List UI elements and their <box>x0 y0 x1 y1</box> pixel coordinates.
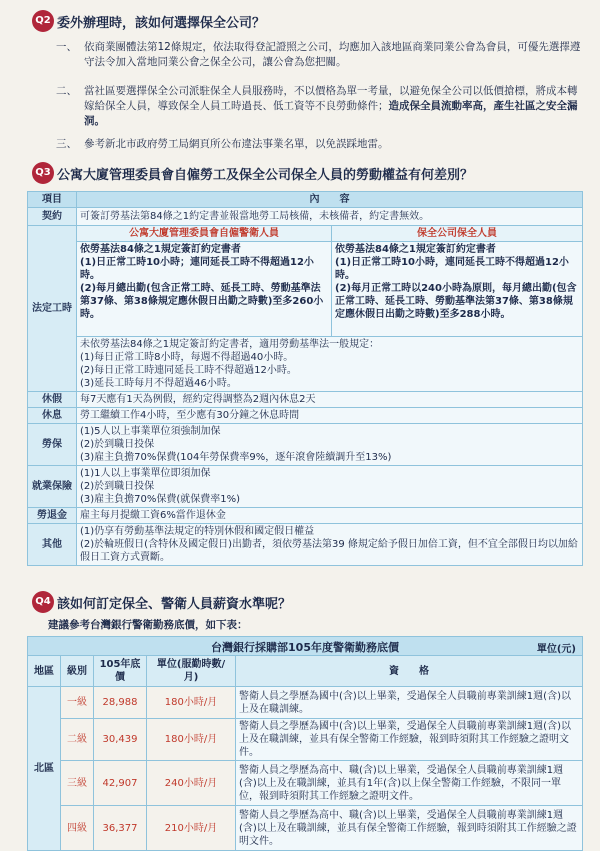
other-cell: (1)仍享有勞動基準法規定的特別休假和國定假日權益 (2)於輪班假日(含特休及國定假日)出勤者，須依勞基法第39 條規定給予假日加倍工資，但不宜全部假日均以加給假日工資方式賣斷。 <box>77 524 583 566</box>
header-level: 級別 <box>61 656 94 687</box>
q3-comparison-table <box>27 191 583 566</box>
rest-label: 休息 <box>28 408 77 424</box>
q3-heading <box>32 162 473 184</box>
table-row <box>28 761 583 806</box>
table-row <box>28 192 583 208</box>
header-price: 105年底價 <box>94 656 147 687</box>
area-north: 北區 <box>28 687 61 851</box>
table-row <box>28 508 583 524</box>
q2-item-3: 三、 參考新北市政府勞工局網頁所公布違法事業名單，以免誤踩地雷。 <box>56 138 389 150</box>
row-hours: 240小時/月 <box>147 761 236 806</box>
table-row <box>28 337 583 392</box>
rest-text: 勞工繼續工作4小時，至少應有30分鐘之休息時間 <box>77 408 583 424</box>
header-item: 項目 <box>28 192 77 208</box>
table-row <box>28 208 583 226</box>
table-row <box>28 242 583 337</box>
q2-badge: Q2 <box>32 10 54 32</box>
row-price: 28,988 <box>94 687 147 719</box>
hours-left-cell: 依勞基法84條之1規定簽訂約定書者 (1)日正常工時10小時；連同延長工時不得超過12小時。 (2)每月總出勤(包含正常工時、延長工時、勞動基準法第37條、第38條規定應休假日出勤之時數)至多260小時。 <box>77 242 332 337</box>
header-area: 地區 <box>28 656 61 687</box>
row-hours: 210小時/月 <box>147 806 236 851</box>
table-row <box>28 806 583 851</box>
q2-title: 委外辦理時，該如何選擇保全公司？ <box>57 15 266 31</box>
q4-title: 該如何訂定保全、警衛人員薪資水準呢？ <box>57 596 292 612</box>
other-label: 其他 <box>28 524 77 566</box>
contract-text: 可簽訂勞基法第84條之1約定書並報當地勞工局核備，未核備者，約定書無效。 <box>77 208 583 226</box>
table-row <box>28 687 583 719</box>
hours-common-cell: 未依勞基法84條之1規定簽訂約定書者，適用勞動基準法一般規定： (1)每日正常工時8小時，每週不得超過40小時。 (2)每日正常工時連同延長工時不得超過12小時。 (3)延長工時每月不得超過46小時。 <box>77 337 583 392</box>
pension-text: 雇主每月提繳工資6%當作退休金 <box>77 508 583 524</box>
header-unit: 單位(服勤時數/月) <box>147 656 236 687</box>
q4-table-title-bar <box>27 636 583 656</box>
row-price: 30,439 <box>94 719 147 761</box>
leave-label: 休假 <box>28 392 77 408</box>
q4-badge: Q4 <box>32 591 54 613</box>
table-row <box>28 424 583 466</box>
employment-insurance-label: 就業保險 <box>28 466 77 508</box>
table-row <box>28 719 583 761</box>
sub-header-right: 保全公司保全人員 <box>332 226 583 242</box>
row-qualification: 警衛人員之學歷為國中(含)以上畢業，受過保全人員職前專業訓練1週(含)以上及在職訓練。 <box>236 687 583 719</box>
labor-insurance-cell: (1)5人以上事業單位須強制加保 (2)於到職日投保 (3)雇主負擔70%保費(104年勞保費率9%，逐年滾會陸續調升至13%) <box>77 424 583 466</box>
sub-header-left: 公寓大廈管理委員會自僱警衛人員 <box>77 226 332 242</box>
employment-insurance-cell: (1)1人以上事業單位即須加保 (2)於到職日投保 (3)雇主負擔70%保費(就保費率1%) <box>77 466 583 508</box>
table-row <box>28 408 583 424</box>
q2-item-1: 一、 依商業團體法第12條規定，依法取得登記證照之公司，均應加入該地區商業同業公會為會員，可優先選擇遵守法令加入當地同業公會之保全公司，讓公會為您把關。 <box>56 41 581 68</box>
q4-heading <box>32 591 291 613</box>
hours-label: 法定工時 <box>28 226 77 392</box>
q2-item-2: 二、 當社區要選擇保全公司派駐保全人員服務時，不以價格為單一考量，以避免保全公司以低價搶標，將成本轉嫁給保全人員，導致保全人員工時過長、低工資等不良勞動條件；造成保全員流動率高，產生社區之安全漏洞。 <box>56 85 578 127</box>
contract-label: 契約 <box>28 208 77 226</box>
table-row <box>28 524 583 566</box>
q4-price-table <box>27 655 583 851</box>
table-row <box>28 466 583 508</box>
row-qualification: 警衛人員之學歷為國中(含)以上畢業，受過保全人員職前專業訓練1週(含)以上及在職訓練，並具有保全警衛工作經驗，報到時須附其工作經驗之證明文件。 <box>236 719 583 761</box>
hours-right-cell: 依勞基法84條之1規定簽訂約定書者 (1)日正常工時10小時，連同延長工時不得超過12小時。 (2)每月正常工時以240小時為原則，每月總出勤(包含正常工時、延長工時、勞動基準法第37條、第38條規定應休假日出勤之時數)至多288小時。 <box>332 242 583 337</box>
row-hours: 180小時/月 <box>147 687 236 719</box>
q4-table-unit: 單位(元) <box>536 644 576 655</box>
pension-label: 勞退金 <box>28 508 77 524</box>
q4-intro: 建議參考台灣銀行警衛勤務底價，如下表： <box>48 619 248 631</box>
header-content: 內 容 <box>77 192 583 208</box>
labor-insurance-label: 勞保 <box>28 424 77 466</box>
row-level: 一級 <box>61 687 94 719</box>
row-level: 二級 <box>61 719 94 761</box>
row-price: 36,377 <box>94 806 147 851</box>
header-qualification: 資 格 <box>236 656 583 687</box>
q4-table-title: 台灣銀行採購部105年度警衛勤務底價 <box>211 641 399 654</box>
leave-text: 每7天應有1天為例假，經約定得調整為2週內休息2天 <box>77 392 583 408</box>
table-row <box>28 656 583 687</box>
row-level: 三級 <box>61 761 94 806</box>
q3-badge: Q3 <box>32 162 54 184</box>
row-qualification: 警衛人員之學歷為高中、職(含)以上畢業，受過保全人員職前專業訓練1週(含)以上及在職訓練，並具有1年(含)以上保全警衛工作經驗，不限同一單位，報到時須附其工作經驗之證明文件。 <box>236 761 583 806</box>
row-price: 42,907 <box>94 761 147 806</box>
row-hours: 180小時/月 <box>147 719 236 761</box>
q3-title: 公寓大廈管理委員會自僱勞工及保全公司保全人員的勞動權益有何差別？ <box>57 167 474 183</box>
row-qualification: 警衛人員之學歷為高中、職(含)以上畢業，受過保全人員職前專業訓練1週(含)以上及在職訓練，並具有保全警衛工作經驗，報到時須附其工作經驗之證明文件。 <box>236 806 583 851</box>
table-row <box>28 226 583 242</box>
row-level: 四級 <box>61 806 94 851</box>
table-row <box>28 392 583 408</box>
q2-heading <box>32 10 265 32</box>
